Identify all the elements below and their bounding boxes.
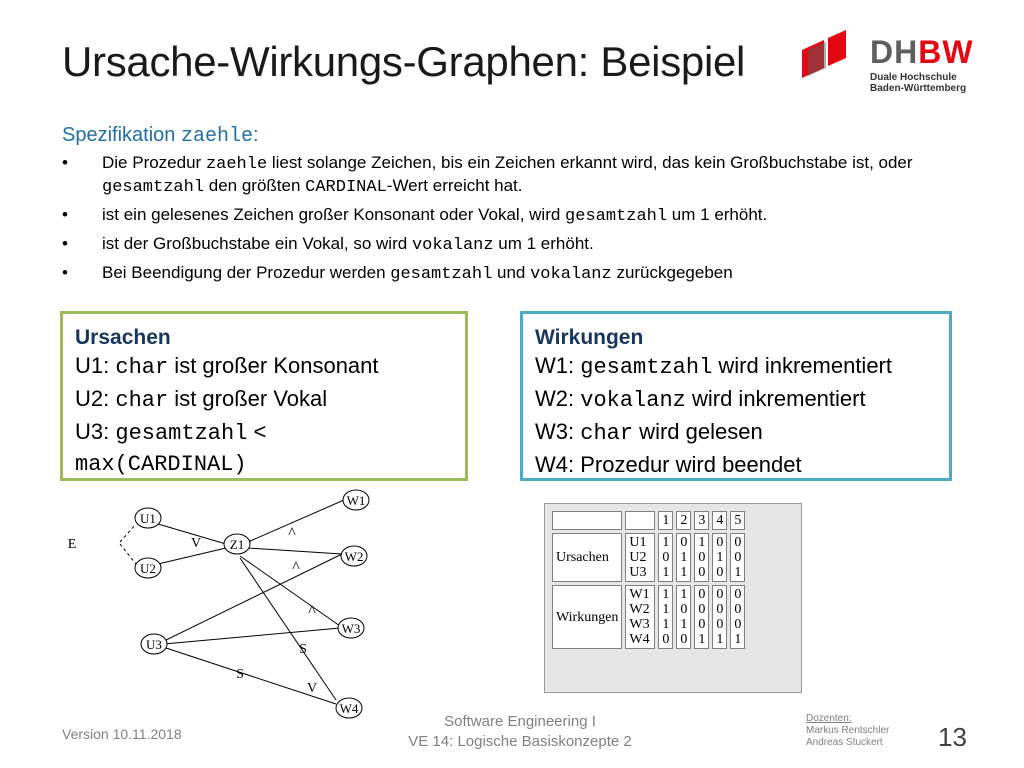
effect-w2: W2: vokalanz wird inkrementiert <box>535 386 866 413</box>
graph-label-u1: U1 <box>140 511 156 526</box>
dhbw-logo-mark-icon <box>800 28 870 98</box>
causes-box <box>60 311 468 481</box>
table-cell: 1 0 0 <box>694 533 709 582</box>
table-row-ids: W1 W2 W3 W4 <box>625 585 655 649</box>
graph-label-and-w2: ^ <box>292 559 300 576</box>
table-col-header: 1 <box>658 511 673 530</box>
decision-table-panel <box>544 503 802 693</box>
table-cell: 0 0 0 1 <box>730 585 745 649</box>
graph-label-u3: U3 <box>146 637 162 652</box>
bullet-item: • Bei Beendigung der Prozedur werden gesamtzahl und vokalanz zurückgegeben <box>62 262 962 285</box>
footer-lecturer-2: Andreas Stuckert <box>806 737 883 748</box>
table-row <box>552 533 745 582</box>
table-col-header: 5 <box>730 511 745 530</box>
table-cell: 0 0 1 <box>730 533 745 582</box>
table-cell: 0 1 1 <box>676 533 691 582</box>
footer-lecturers <box>806 713 889 749</box>
specification-list <box>62 152 962 291</box>
dhbw-logo <box>800 28 1000 98</box>
cause-u2: U2: char ist großer Vokal <box>75 386 328 413</box>
effect-w1: W1: gesamtzahl wird inkrementiert <box>535 353 892 380</box>
specification-heading: Spezifikation zaehle: <box>62 124 259 148</box>
graph-label-and-w1: ^ <box>288 525 296 542</box>
cause-u1: U1: char ist großer Konsonant <box>75 353 379 380</box>
effects-heading: Wirkungen <box>535 326 644 349</box>
table-cell: 1 0 1 <box>658 533 673 582</box>
footer-course-name: Software Engineering I <box>444 713 596 730</box>
table-header-row <box>552 511 745 530</box>
table-row <box>552 585 745 649</box>
graph-label-s2: S <box>236 667 244 682</box>
cause-u3: U3: gesamtzahl < <box>75 419 267 446</box>
graph-label-w4: W4 <box>339 701 359 716</box>
causes-heading: Ursachen <box>75 326 171 349</box>
page-number: 13 <box>938 722 967 752</box>
graph-label-or-w4: V <box>306 681 318 696</box>
cause-u3-continued: max(CARDINAL) <box>75 452 247 477</box>
effects-box <box>520 311 952 481</box>
table-col-header: 4 <box>712 511 727 530</box>
dhbw-logo-subtitle: Duale Hochschule Baden-Württemberg <box>870 72 967 94</box>
table-cell: 1 0 1 0 <box>676 585 691 649</box>
effect-w3: W3: char wird gelesen <box>535 419 763 446</box>
slide-title: Ursache-Wirkungs-Graphen: Beispiel <box>62 38 746 85</box>
graph-label-s1: S <box>299 642 307 657</box>
bullet-item: • Die Prozedur zaehle liest solange Zeichen, bis ein Zeichen erkannt wird, das kein Großbuchstabe ist, oder gesamtzahl den größten CARDINAL-Wert erreicht hat. <box>62 152 962 198</box>
table-col-header: 3 <box>694 511 709 530</box>
cause-effect-graph <box>60 486 380 721</box>
graph-label-w1: W1 <box>346 493 366 508</box>
graph-label-exclusive: E <box>67 537 77 552</box>
footer-version: Version 10.11.2018 <box>62 726 182 742</box>
graph-label-or: V <box>190 536 202 551</box>
effect-w4: W4: Prozedur wird beendet <box>535 452 802 477</box>
table-cell: 0 0 0 1 <box>712 585 727 649</box>
graph-label-u2: U2 <box>140 561 156 576</box>
table-group-label: Ursachen <box>552 533 622 582</box>
footer-lecturer-1: Markus Rentschler <box>806 725 890 736</box>
table-col-header: 2 <box>676 511 691 530</box>
footer-lecture-name: VE 14: Logische Basiskonzepte 2 <box>408 733 632 750</box>
bullet-item: • ist ein gelesenes Zeichen großer Konsonant oder Vokal, wird gesamtzahl um 1 erhöht. <box>62 204 962 227</box>
dhbw-logo-text: DHBW <box>870 34 974 70</box>
graph-label-w2: W2 <box>344 549 364 564</box>
table-group-label: Wirkungen <box>552 585 622 649</box>
graph-label-w3: W3 <box>341 621 361 636</box>
bullet-item: • ist der Großbuchstabe ein Vokal, so wird vokalanz um 1 erhöht. <box>62 233 962 256</box>
table-cell: 0 1 0 <box>712 533 727 582</box>
footer-course <box>340 712 700 752</box>
table-row-ids: U1 U2 U3 <box>625 533 655 582</box>
table-cell: 0 0 0 1 <box>694 585 709 649</box>
decision-table <box>549 508 748 652</box>
table-cell: 1 1 1 0 <box>658 585 673 649</box>
footer-lecturers-label: Dozenten: <box>806 713 852 724</box>
graph-label-and-w3: ^ <box>308 603 316 620</box>
graph-label-z1: Z1 <box>229 537 245 552</box>
